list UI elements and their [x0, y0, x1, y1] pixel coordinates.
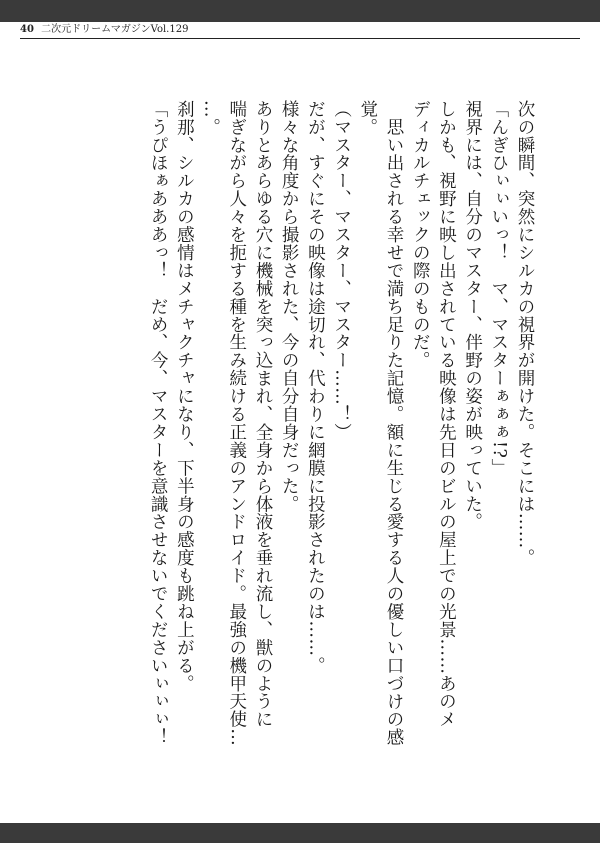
- vertical-body-text: [68, 100, 538, 800]
- text-line: 覚。: [357, 100, 378, 136]
- text-line: ディカルチェックの際のものだ。: [410, 100, 431, 370]
- text-line: （マスター、マスター、マスター……！）: [331, 100, 352, 442]
- text-line: 様々な角度から撮影された、今の自分自身だった。: [279, 100, 300, 513]
- text-line: 「うぴほぁあああっ！ だめ、今、マスターを意識させないでくださいぃぃぃ！: [148, 100, 169, 747]
- text-line: 刹那、シルカの感情はメチャクチャになり、下半身の感度も跳ね上がる。: [174, 100, 195, 693]
- page-number: 40: [20, 24, 34, 35]
- text-line: だが、すぐにその映像は途切れ、代わりに網膜に投影されたのは……。: [305, 100, 326, 675]
- text-line: ありとあらゆる穴に機械を突っ込まれ、全身から体液を垂れ流し、獣のように: [252, 100, 273, 729]
- text-line: しかも、視野に映し出されている映像は先日のビルの屋上での光景……あのメ: [436, 100, 457, 729]
- magazine-title: 二次元ドリームマガジンVol.129: [41, 24, 189, 35]
- text-line: …。: [200, 100, 221, 136]
- text-line: 喘ぎながら人々を扼する種を生み続ける正義のアンドロイド。最強の機甲天使…: [226, 100, 247, 747]
- text-line: 視界には、自分のマスター、伴野の姿が映っていた。: [462, 100, 483, 531]
- text-line: 次の瞬間、突然にシルカの視界が開けた。そこには……。: [515, 100, 535, 567]
- top-dark-bar: [0, 0, 600, 22]
- text-line: 思い出される幸せで満ち足りた記憶。額に生じる愛する人の優しい口づけの感: [383, 100, 404, 747]
- running-header: [20, 23, 188, 37]
- text-line: 「んぎひぃぃいっ！ マ、マスターぁぁぁ!?」: [488, 100, 509, 477]
- bottom-dark-bar: [0, 823, 600, 843]
- header-rule: [20, 38, 580, 39]
